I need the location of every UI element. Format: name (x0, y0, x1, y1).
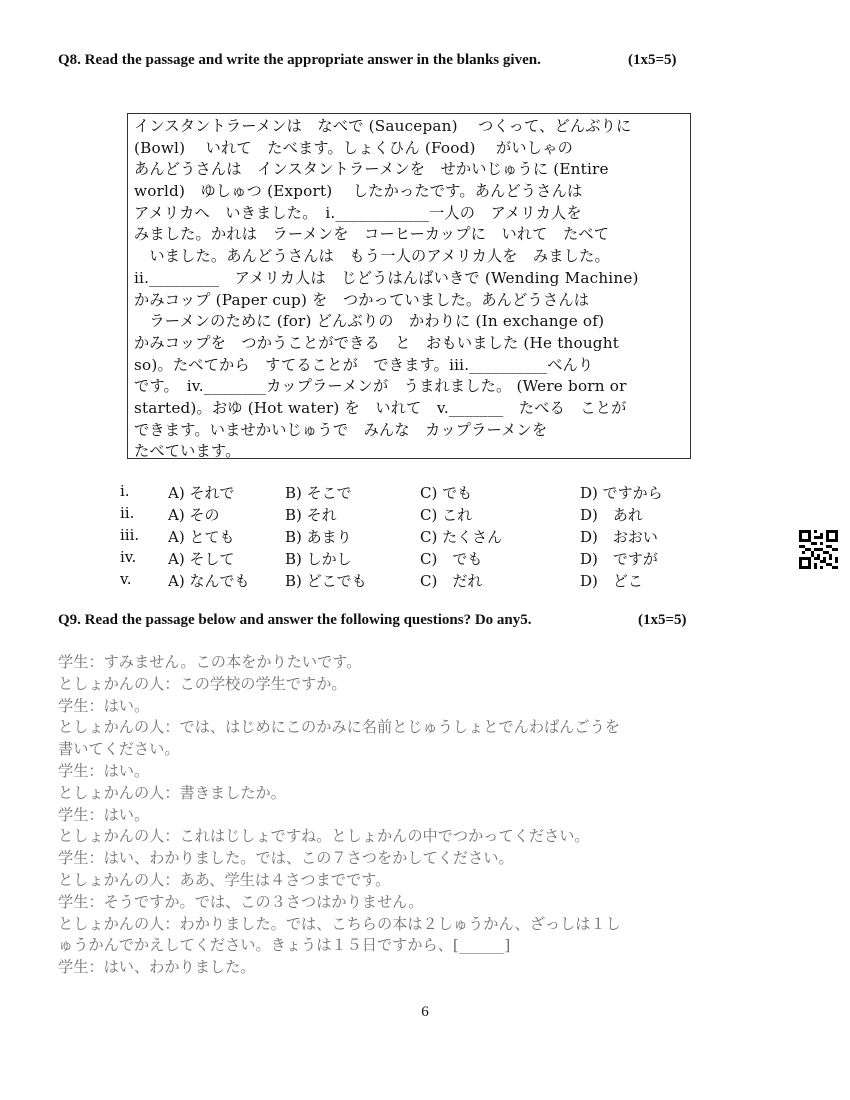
passage-line: できます。いませかいじゅうで みんな カップラーメンを (134, 420, 548, 439)
option-d[interactable]: D) どこ (580, 572, 643, 590)
option-a[interactable]: A) とても (168, 528, 235, 546)
dialogue-line: としょかんの人：ああ、学生は４さつまでです。 (58, 870, 391, 889)
passage-line: みました。かれは ラーメンを コーヒーカップに いれて たべて (134, 225, 610, 244)
passage-line: いました。あんどうさんは もう一人のアメリカ人を みました。 (134, 247, 610, 266)
option-c[interactable]: C) これ (420, 506, 473, 524)
option-b[interactable]: B) どこでも (285, 572, 367, 590)
passage-line: so)。たべてから すてることが できます。iii.__________べんり (134, 355, 594, 374)
passage-line: world) ゆしゅつ (Export) したかったです。あんどうさんは (134, 182, 583, 201)
dialogue-line: としょかんの人：わかりました。では、こちらの本は２しゅうかん、ざっしは１し (58, 914, 621, 933)
qr-code-icon (799, 530, 838, 569)
dialogue-line: としょかんの人：この学校の学生ですか。 (58, 674, 347, 693)
option-a[interactable]: A) なんでも (168, 572, 250, 590)
option-a[interactable]: A) それで (168, 484, 235, 502)
option-a[interactable]: A) その (168, 506, 220, 524)
page-number: 6 (421, 1004, 429, 1020)
passage-line: かみコップを つかうことができる と おもいました (He thought (134, 333, 620, 352)
option-c[interactable]: C) だれ (420, 572, 483, 590)
passage-line: あんどうさんは インスタントラーメンを せかいじゅうに (Entire (134, 160, 609, 179)
dialogue-line: としょかんの人：では、はじめにこのかみに名前とじゅうしょとでんわばんごうを (58, 718, 620, 737)
passage-line: かみコップ (Paper cup) を つかっていました。あんどうさんは (134, 290, 590, 309)
passage-line: started)。おゆ (Hot water) を いれて v._______ たべる ことが (134, 398, 627, 417)
passage-line: ラーメンのために (for) どんぶりの かわりに (In exchange of) (134, 312, 605, 331)
q9-heading: Q9. Read the passage below and answer the following questions? Do any5. (58, 612, 532, 628)
q9-dialogue (58, 652, 758, 979)
option-a[interactable]: A) そして (168, 550, 235, 568)
dialogue-line: 学生：そうですか。では、この３さつはかりません。 (58, 892, 424, 911)
q8-heading: Q8. Read the passage and write the appropriate answer in the blanks given. (58, 52, 541, 68)
dialogue-line: 学生：はい。 (58, 805, 150, 824)
option-number: i. (120, 482, 130, 500)
dialogue-line: ゅうかんでかえしてください。きょうは１５日ですから、[______] (58, 936, 511, 955)
option-number: ii. (120, 504, 135, 522)
dialogue-line: 学生：すみません。この本をかりたいです。 (58, 653, 362, 671)
option-c[interactable]: C) たくさん (420, 528, 503, 546)
q9-marks: (1x5=5) (638, 612, 687, 628)
option-number: iii. (120, 526, 140, 544)
option-number: v. (120, 570, 132, 588)
dialogue-line: としょかんの人：書きましたか。 (58, 783, 286, 802)
dialogue-line: 学生：はい、わかりました。では、この７さつをかしてください。 (58, 849, 514, 868)
passage-line: (Bowl) いれて たべます。しょくひん (Food) がいしゃの (134, 138, 573, 157)
passage-line: です。 iv.________カップラーメンが うまれました。 (Were born or (134, 377, 627, 396)
dialogue-line: 書いてください。 (58, 740, 180, 759)
passage-line: たべています。 (134, 442, 241, 461)
option-number: iv. (120, 548, 137, 566)
q8-marks: (1x5=5) (628, 52, 677, 68)
option-c[interactable]: C) でも (420, 550, 483, 568)
passage-line: ii._________ アメリカ人は じどうはんばいきで (Wending Machine) (134, 268, 639, 287)
option-d[interactable]: D) ですから (580, 484, 663, 502)
option-d[interactable]: D) ですが (580, 550, 658, 568)
option-b[interactable]: B) あまり (285, 528, 352, 546)
dialogue-line: 学生：はい、わかりました。 (58, 958, 256, 977)
option-b[interactable]: B) しかし (285, 550, 352, 568)
option-b[interactable]: B) そこで (285, 484, 352, 502)
dialogue-line: としょかんの人：これはじしょですね。としょかんの中でつかってください。 (58, 827, 590, 846)
dialogue-line: 学生：はい。 (58, 696, 150, 715)
option-d[interactable]: D) おおい (580, 528, 658, 546)
passage-line: インスタントラーメンは なべで (Saucepan) つくって、どんぶりに (134, 117, 632, 135)
q8-passage-box (127, 113, 691, 459)
option-d[interactable]: D) あれ (580, 506, 643, 524)
option-c[interactable]: C) でも (420, 484, 473, 502)
option-b[interactable]: B) それ (285, 506, 337, 524)
passage-line: アメリカへ いきました。 i.____________一人の アメリカ人を (134, 203, 582, 222)
dialogue-line: 学生：はい。 (58, 761, 150, 780)
